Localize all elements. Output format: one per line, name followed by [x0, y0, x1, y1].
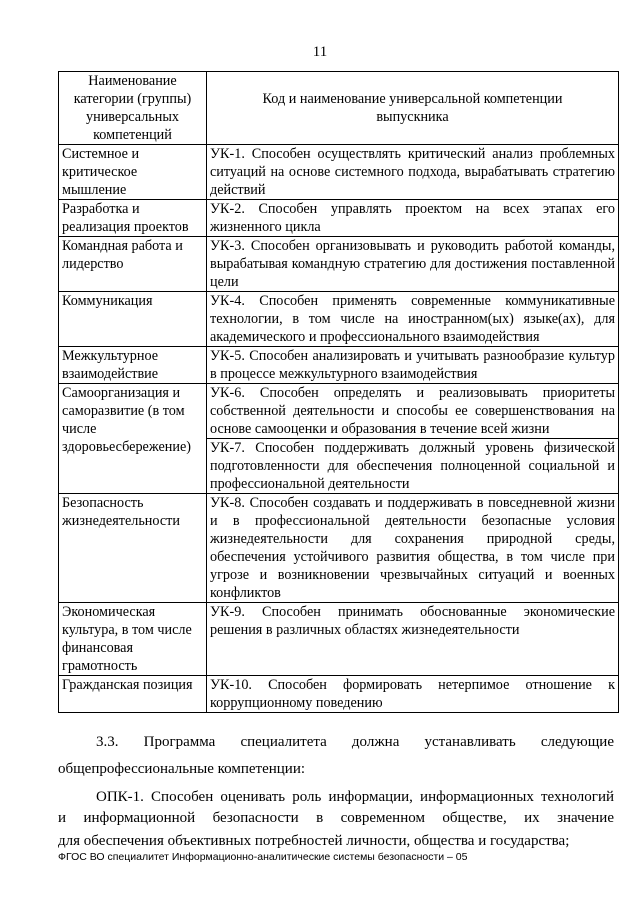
table-row — [59, 494, 619, 603]
document-footer: ФГОС ВО специалитет Информационно-аналитические системы безопасности – 05 — [58, 851, 468, 863]
category-cell: Коммуникация — [59, 292, 207, 347]
table-row — [59, 237, 619, 292]
page-number: 11 — [312, 44, 328, 60]
section-3-3-line2: общепрофессиональные компетенции: — [58, 761, 306, 777]
competence-cell: УК-6. Способен определять и реализовывать приоритеты собственной деятельности и способы ее совершенствования на основе самооценки и образования в течение всей жизни — [207, 384, 619, 439]
competence-cell: УК-9. Способен принимать обоснованные экономические решения в различных областях жизнедеятельности — [207, 603, 619, 676]
competence-cell: УК-5. Способен анализировать и учитывать разнообразие культур в процессе межкультурного взаимодействия — [207, 347, 619, 384]
category-cell: Экономическая культура, в том числе финансовая грамотность — [59, 603, 207, 676]
header-competence-text: Код и наименование универсальной компетенции выпускника — [262, 91, 563, 125]
table-row — [59, 292, 619, 347]
category-cell: Командная работа и лидерство — [59, 237, 207, 292]
opk-1-line3: для обеспечения объективных потребностей личности, общества и государства; — [58, 833, 570, 849]
competence-cell: УК-2. Способен управлять проектом на всех этапах его жизненного цикла — [207, 200, 619, 237]
competence-cell: УК-1. Способен осуществлять критический анализ проблемных ситуаций на основе системного подхода, вырабатывать стратегию действий — [207, 145, 619, 200]
category-cell: Системное и критическое мышление — [59, 145, 207, 200]
competence-cell: УК-10. Способен формировать нетерпимое отношение к коррупционному поведению — [207, 676, 619, 713]
header-competence — [207, 72, 619, 145]
category-cell: Гражданская позиция — [59, 676, 207, 713]
category-cell: Разработка и реализация проектов — [59, 200, 207, 237]
competence-table — [58, 71, 619, 713]
competence-cell: УК-4. Способен применять современные коммуникативные технологии, в том числе на иностранном(ых) языке(ах), для академического и профессионального взаимодействия — [207, 292, 619, 347]
table-row — [59, 145, 619, 200]
opk-1-line2: и информационной безопасности в современном обществе, их значение — [58, 810, 614, 826]
table-row — [59, 603, 619, 676]
competence-cell: УК-7. Способен поддерживать должный уровень физической подготовленности для обеспечения полноценной социальной и профессиональной деятельности — [207, 439, 619, 494]
opk-1-line1: ОПК-1. Способен оценивать роль информации, информационных технологий — [96, 789, 614, 805]
category-cell: Безопасность жизнедеятельности — [59, 494, 207, 603]
table-row — [59, 676, 619, 713]
table-row — [59, 384, 619, 439]
category-cell: Межкультурное взаимодействие — [59, 347, 207, 384]
table-row — [59, 200, 619, 237]
competence-cell: УК-8. Способен создавать и поддерживать в повседневной жизни и в профессиональной деятельности безопасные условия жизнедеятельности для сохранения природной среды, обеспечения устойчивого развития общества, в том числе при угрозе и возникновении чрезвычайных ситуаций и военных конфликтов — [207, 494, 619, 603]
table-header-row — [59, 72, 619, 145]
competence-cell: УК-3. Способен организовывать и руководить работой команды, вырабатывая командную стратегию для достижения поставленной цели — [207, 237, 619, 292]
table-row — [59, 347, 619, 384]
section-3-3-line1: 3.3. Программа специалитета должна устанавливать следующие — [96, 734, 614, 750]
category-cell: Самоорганизация и саморазвитие (в том числе здоровьесбережение) — [59, 384, 207, 494]
header-category: Наименование категории (группы) универсальных компетенций — [59, 72, 207, 145]
